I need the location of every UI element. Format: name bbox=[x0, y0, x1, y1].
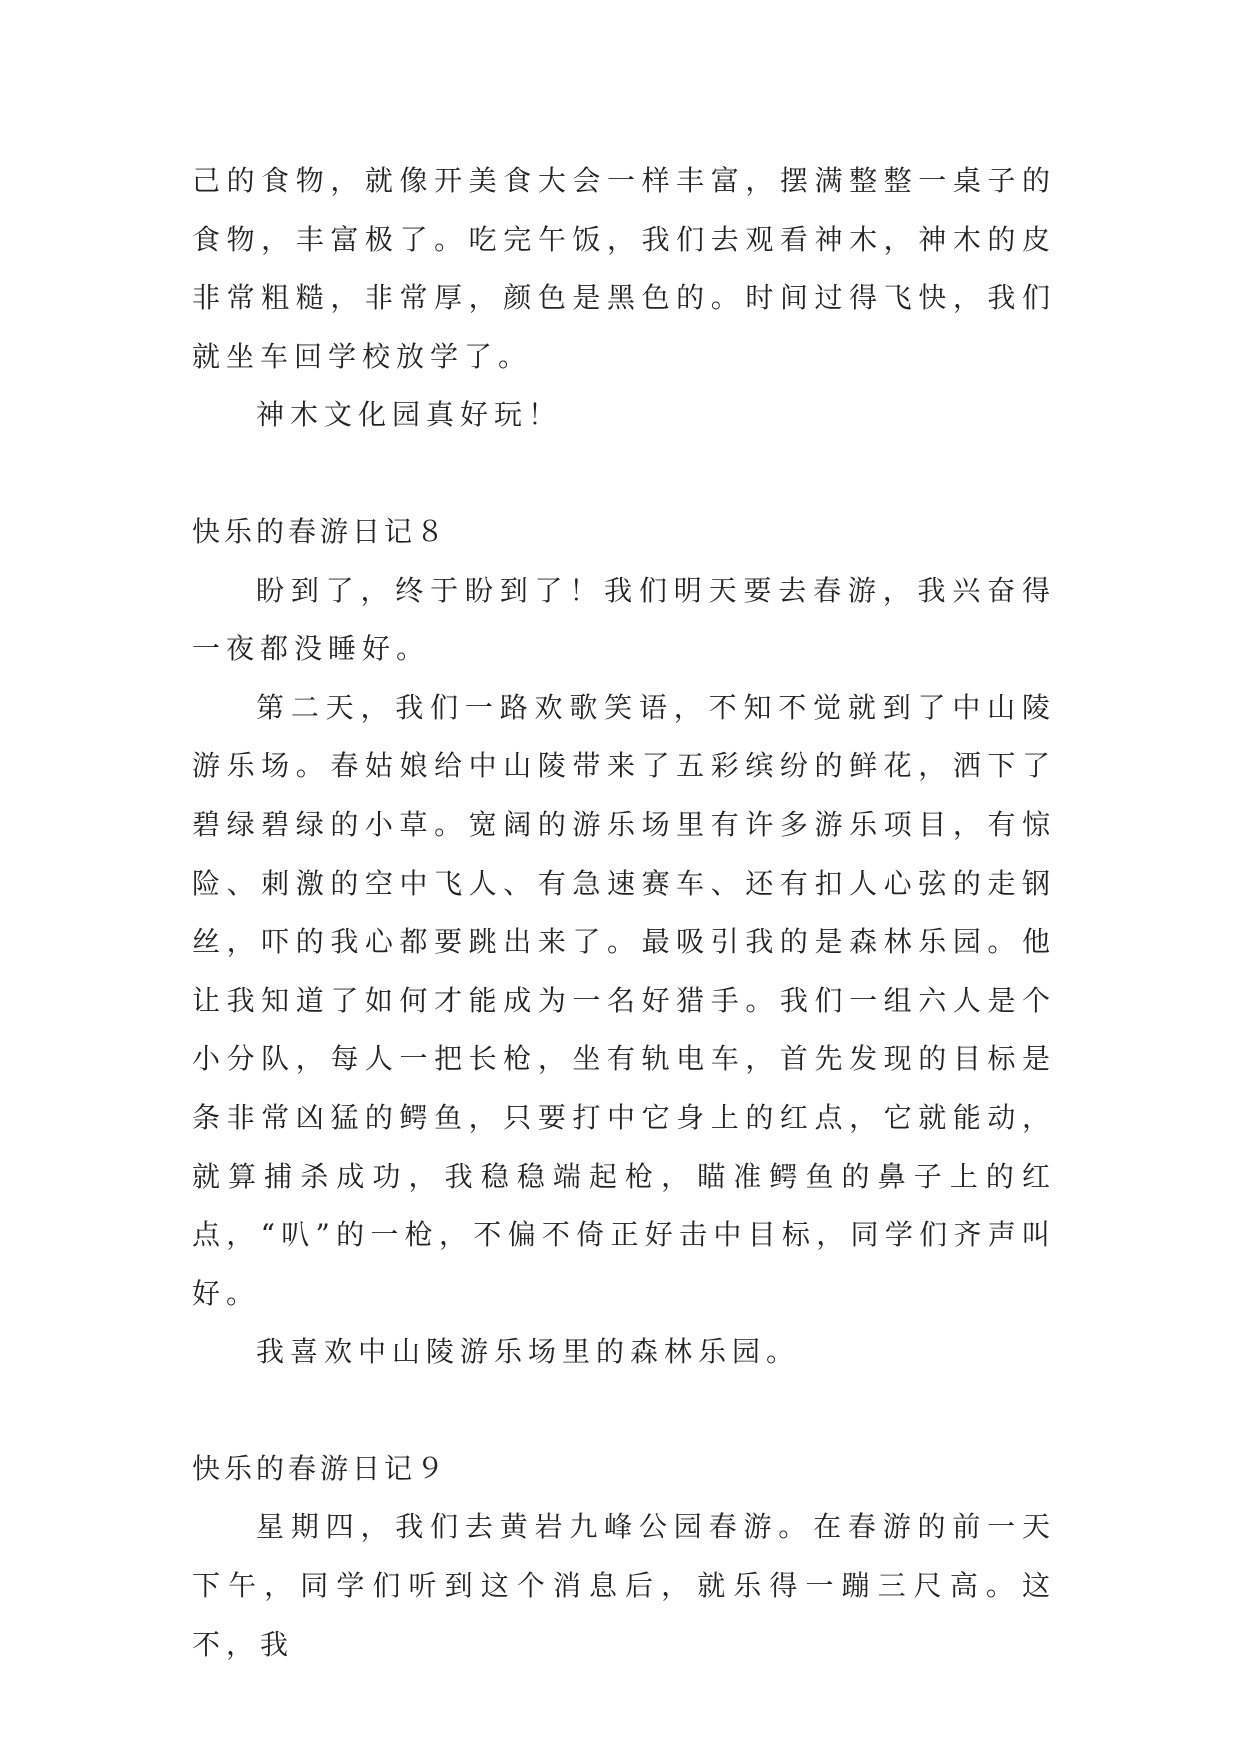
paragraph: 第二天，我们一路欢歌笑语，不知不觉就到了中山陵游乐场。春姑娘给中山陵带来了五彩缤纷的鲜花，洒下了碧绿碧绿的小草。宽阔的游乐场里有许多游乐项目，有惊险、刺激的空中飞人、有急速赛车、还有扣人心弦的走钢丝，吓的我心都要跳出来了。最吸引我的是森林乐园。他让我知道了如何才能成为一名好猎手。我们一组六人是个小分队，每人一把长枪，坐有轨电车，首先发现的目标是条非常凶猛的鳄鱼，只要打中它身上的红点，它就能动，就算捕杀成功，我稳稳端起枪，瞄准鳄鱼的鼻子上的红点，“叭”的一枪，不偏不倚正好击中目标，同学们齐声叫好。 bbox=[192, 690, 1056, 1310]
paragraph-closing: 神木文化园真好玩！ bbox=[256, 398, 563, 432]
document-page bbox=[192, 152, 1056, 1674]
section-title-diary-8: 快乐的春游日记８ bbox=[192, 514, 449, 548]
paragraph: 星期四，我们去黄岩九峰公园春游。在春游的前一天下午，同学们听到这个消息后，就乐得一蹦三尺高。这不，我 bbox=[192, 1510, 1056, 1661]
section-title-diary-9: 快乐的春游日记９ bbox=[192, 1451, 449, 1485]
paragraph-closing: 我喜欢中山陵游乐场里的森林乐园。 bbox=[256, 1335, 801, 1369]
paragraph-continued: 己的食物，就像开美食大会一样丰富，摆满整整一桌子的食物，丰富极了。吃完午饭，我们去观看神木，神木的皮非常粗糙，非常厚，颜色是黑色的。时间过得飞快，我们就坐车回学校放学了。 bbox=[192, 164, 1056, 373]
paragraph: 盼到了，终于盼到了！我们明天要去春游，我兴奋得一夜都没睡好。 bbox=[192, 573, 1056, 666]
